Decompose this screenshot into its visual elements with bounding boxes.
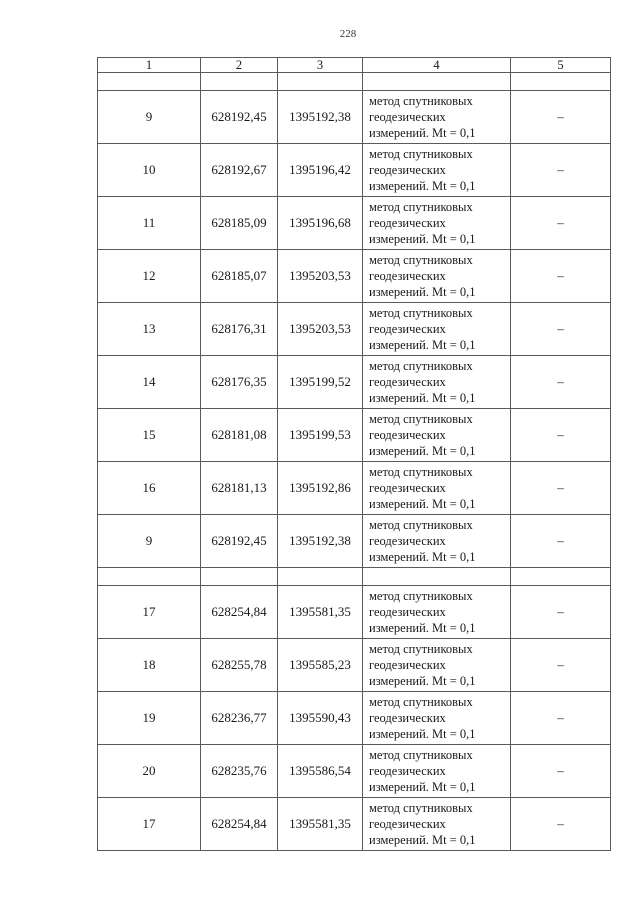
- point-number-cell: 14: [98, 356, 201, 409]
- method-line: измерений. Mt = 0,1: [369, 391, 476, 405]
- empty-cell: [201, 568, 278, 586]
- point-number-cell: 9: [98, 515, 201, 568]
- table-row: [98, 303, 611, 356]
- method-line: измерений. Mt = 0,1: [369, 444, 476, 458]
- coordinates-table: [97, 57, 611, 851]
- point-number-cell: 13: [98, 303, 201, 356]
- point-number-cell: 16: [98, 462, 201, 515]
- table-row: [98, 515, 611, 568]
- method-line: метод спутниковых: [369, 147, 473, 161]
- table-row: [98, 409, 611, 462]
- column-header-5: 5: [511, 58, 611, 73]
- method-line: метод спутниковых: [369, 642, 473, 656]
- method-line: геодезических: [369, 534, 446, 548]
- method-line: измерений. Mt = 0,1: [369, 285, 476, 299]
- note-cell: –: [511, 798, 611, 851]
- section-separator-row: [98, 73, 611, 91]
- note-cell: –: [511, 91, 611, 144]
- method-line: геодезических: [369, 163, 446, 177]
- empty-cell: [278, 568, 363, 586]
- coordinate-y-cell: 1395196,42: [278, 144, 363, 197]
- coordinate-x-cell: 628254,84: [201, 586, 278, 639]
- method-line: метод спутниковых: [369, 412, 473, 426]
- method-line: измерений. Mt = 0,1: [369, 179, 476, 193]
- coordinate-x-cell: 628176,35: [201, 356, 278, 409]
- point-number-cell: 17: [98, 586, 201, 639]
- empty-cell: [363, 568, 511, 586]
- coordinate-y-cell: 1395196,68: [278, 197, 363, 250]
- method-line: измерений. Mt = 0,1: [369, 550, 476, 564]
- method-line: метод спутниковых: [369, 465, 473, 479]
- method-cell: [363, 639, 511, 692]
- method-cell: [363, 586, 511, 639]
- coordinate-x-cell: 628236,77: [201, 692, 278, 745]
- method-line: измерений. Mt = 0,1: [369, 621, 476, 635]
- method-line: метод спутниковых: [369, 359, 473, 373]
- method-line: геодезических: [369, 764, 446, 778]
- header-row: [98, 58, 611, 73]
- method-line: геодезических: [369, 269, 446, 283]
- point-number-cell: 15: [98, 409, 201, 462]
- method-line: измерений. Mt = 0,1: [369, 780, 476, 794]
- coordinate-x-cell: 628255,78: [201, 639, 278, 692]
- note-cell: –: [511, 586, 611, 639]
- coordinate-y-cell: 1395581,35: [278, 586, 363, 639]
- coordinate-y-cell: 1395585,23: [278, 639, 363, 692]
- method-cell: [363, 692, 511, 745]
- coordinate-y-cell: 1395203,53: [278, 250, 363, 303]
- method-line: измерений. Mt = 0,1: [369, 833, 476, 847]
- method-line: метод спутниковых: [369, 94, 473, 108]
- note-cell: –: [511, 144, 611, 197]
- method-line: метод спутниковых: [369, 200, 473, 214]
- method-line: метод спутниковых: [369, 589, 473, 603]
- point-number-cell: 12: [98, 250, 201, 303]
- method-line: геодезических: [369, 658, 446, 672]
- method-cell: [363, 462, 511, 515]
- coordinate-x-cell: 628181,08: [201, 409, 278, 462]
- coordinate-x-cell: 628176,31: [201, 303, 278, 356]
- method-cell: [363, 745, 511, 798]
- coordinate-y-cell: 1395590,43: [278, 692, 363, 745]
- point-number-cell: 19: [98, 692, 201, 745]
- column-header-1: 1: [98, 58, 201, 73]
- method-cell: [363, 197, 511, 250]
- method-line: измерений. Mt = 0,1: [369, 338, 476, 352]
- note-cell: –: [511, 409, 611, 462]
- empty-cell: [511, 73, 611, 91]
- table-row: [98, 462, 611, 515]
- table-row: [98, 197, 611, 250]
- empty-cell: [511, 568, 611, 586]
- method-line: метод спутниковых: [369, 253, 473, 267]
- method-line: геодезических: [369, 322, 446, 336]
- method-cell: [363, 91, 511, 144]
- method-line: измерений. Mt = 0,1: [369, 727, 476, 741]
- table-row: [98, 639, 611, 692]
- coordinate-y-cell: 1395581,35: [278, 798, 363, 851]
- column-header-4: 4: [363, 58, 511, 73]
- method-line: метод спутниковых: [369, 748, 473, 762]
- section-separator-row: [98, 568, 611, 586]
- method-cell: [363, 356, 511, 409]
- empty-cell: [363, 73, 511, 91]
- method-line: метод спутниковых: [369, 518, 473, 532]
- method-line: измерений. Mt = 0,1: [369, 232, 476, 246]
- method-cell: [363, 303, 511, 356]
- column-header-3: 3: [278, 58, 363, 73]
- method-line: геодезических: [369, 216, 446, 230]
- method-line: геодезических: [369, 481, 446, 495]
- method-cell: [363, 515, 511, 568]
- coordinate-x-cell: 628235,76: [201, 745, 278, 798]
- note-cell: –: [511, 197, 611, 250]
- table-row: [98, 692, 611, 745]
- point-number-cell: 9: [98, 91, 201, 144]
- point-number-cell: 17: [98, 798, 201, 851]
- method-line: измерений. Mt = 0,1: [369, 497, 476, 511]
- method-line: измерений. Mt = 0,1: [369, 126, 476, 140]
- table-row: [98, 798, 611, 851]
- method-cell: [363, 409, 511, 462]
- table-row: [98, 586, 611, 639]
- table-row: [98, 144, 611, 197]
- coordinate-x-cell: 628185,07: [201, 250, 278, 303]
- coordinate-x-cell: 628192,45: [201, 515, 278, 568]
- method-line: геодезических: [369, 711, 446, 725]
- note-cell: –: [511, 303, 611, 356]
- method-cell: [363, 798, 511, 851]
- coordinate-y-cell: 1395199,52: [278, 356, 363, 409]
- method-line: геодезических: [369, 375, 446, 389]
- empty-cell: [98, 73, 201, 91]
- coordinate-x-cell: 628185,09: [201, 197, 278, 250]
- note-cell: –: [511, 462, 611, 515]
- table-row: [98, 356, 611, 409]
- point-number-cell: 18: [98, 639, 201, 692]
- note-cell: –: [511, 745, 611, 798]
- method-line: геодезических: [369, 817, 446, 831]
- note-cell: –: [511, 356, 611, 409]
- point-number-cell: 10: [98, 144, 201, 197]
- table-row: [98, 745, 611, 798]
- note-cell: –: [511, 250, 611, 303]
- method-line: геодезических: [369, 428, 446, 442]
- note-cell: –: [511, 692, 611, 745]
- table-row: [98, 91, 611, 144]
- coordinate-x-cell: 628181,13: [201, 462, 278, 515]
- note-cell: –: [511, 515, 611, 568]
- point-number-cell: 11: [98, 197, 201, 250]
- coordinate-y-cell: 1395203,53: [278, 303, 363, 356]
- point-number-cell: 20: [98, 745, 201, 798]
- coordinate-y-cell: 1395192,38: [278, 91, 363, 144]
- method-line: метод спутниковых: [369, 695, 473, 709]
- page-number: 228: [339, 28, 357, 40]
- coordinate-y-cell: 1395586,54: [278, 745, 363, 798]
- method-cell: [363, 144, 511, 197]
- method-line: метод спутниковых: [369, 801, 473, 815]
- table-body: [98, 73, 611, 851]
- coordinate-x-cell: 628192,67: [201, 144, 278, 197]
- coordinate-y-cell: 1395192,86: [278, 462, 363, 515]
- empty-cell: [201, 73, 278, 91]
- coordinate-y-cell: 1395199,53: [278, 409, 363, 462]
- coordinate-x-cell: 628254,84: [201, 798, 278, 851]
- column-header-2: 2: [201, 58, 278, 73]
- empty-cell: [278, 73, 363, 91]
- note-cell: –: [511, 639, 611, 692]
- method-line: измерений. Mt = 0,1: [369, 674, 476, 688]
- empty-cell: [98, 568, 201, 586]
- method-line: геодезических: [369, 110, 446, 124]
- coordinate-y-cell: 1395192,38: [278, 515, 363, 568]
- table-row: [98, 250, 611, 303]
- method-line: геодезических: [369, 605, 446, 619]
- coordinate-x-cell: 628192,45: [201, 91, 278, 144]
- method-line: метод спутниковых: [369, 306, 473, 320]
- method-cell: [363, 250, 511, 303]
